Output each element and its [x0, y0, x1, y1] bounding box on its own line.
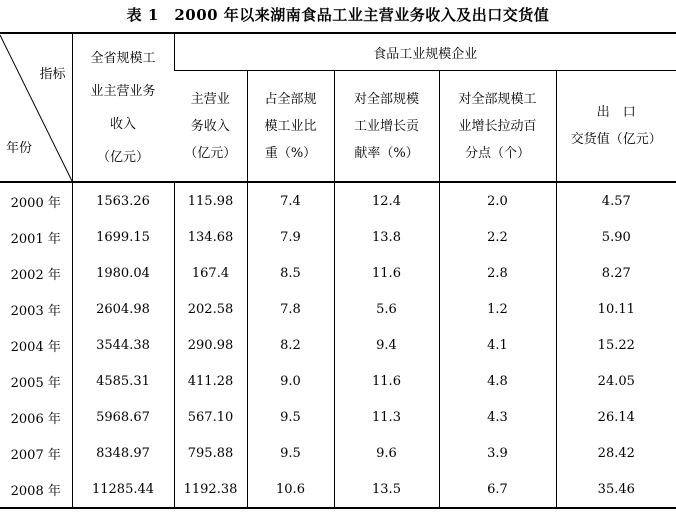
province-revenue-cell: 3544.38 [72, 327, 174, 363]
province-header-line: （亿元） [96, 149, 149, 165]
subheader-line: 对全部规模工 [458, 91, 537, 107]
share-cell: 9.5 [247, 435, 334, 471]
subheader-line: 业增长拉动百 [458, 118, 537, 134]
share-cell: 9.5 [247, 399, 334, 435]
food-revenue-cell: 202.58 [174, 291, 247, 327]
year-cell: 2005 年 [10, 375, 61, 391]
pull-points-cell: 6.7 [439, 471, 556, 508]
pull-points-cell: 2.2 [439, 219, 556, 255]
table-row [0, 327, 676, 363]
province-revenue-cell: 1980.04 [72, 255, 174, 291]
year-cell: 2003 年 [10, 303, 61, 319]
food-revenue-cell: 115.98 [174, 182, 247, 219]
subheader-food-revenue [174, 71, 247, 183]
export-cell: 24.05 [556, 363, 676, 399]
subheader-line: 出 口 [596, 105, 636, 120]
export-cell: 4.57 [556, 182, 676, 219]
province-header-line: 全省规模工 [90, 50, 156, 66]
year-cell: 2007 年 [10, 447, 61, 463]
subheader-line: 献率（%） [354, 145, 419, 161]
table-row [0, 471, 676, 508]
subheader-line: 务收入 [190, 118, 230, 134]
share-cell: 7.4 [247, 182, 334, 219]
export-cell: 5.90 [556, 219, 676, 255]
share-cell: 7.8 [247, 291, 334, 327]
province-revenue-cell: 11285.44 [72, 471, 174, 508]
food-revenue-cell: 567.10 [174, 399, 247, 435]
pull-points-cell: 4.1 [439, 327, 556, 363]
export-cell: 35.46 [556, 471, 676, 508]
table-row [0, 399, 676, 435]
subheader-line: 对全部规模 [353, 91, 419, 107]
subheader-line: 重（%） [264, 145, 317, 161]
province-header-line: 收入 [109, 116, 136, 132]
subheader-line: 占全部规 [264, 91, 317, 107]
table-row [0, 219, 676, 255]
province-revenue-cell: 1563.26 [72, 182, 174, 219]
table-row [0, 182, 676, 219]
share-cell: 9.0 [247, 363, 334, 399]
year-cell: 2001 年 [10, 231, 61, 247]
year-cell: 2006 年 [10, 411, 61, 427]
food-revenue-cell: 795.88 [174, 435, 247, 471]
province-revenue-cell: 2604.98 [72, 291, 174, 327]
corner-label-year: 年份 [6, 140, 33, 156]
share-cell: 8.2 [247, 327, 334, 363]
subheader-export [556, 71, 676, 183]
year-cell: 2000 年 [0, 182, 72, 219]
corner-label-indicator: 指标 [39, 66, 66, 82]
subheader-line: 主营业 [190, 91, 230, 107]
export-cell: 26.14 [556, 399, 676, 435]
contribution-cell: 11.6 [334, 363, 439, 399]
contribution-cell: 13.5 [334, 471, 439, 508]
table-title: 表 1 2000 年以来湖南食品工业主营业务收入及出口交货值 [126, 6, 550, 24]
export-cell: 10.11 [556, 291, 676, 327]
food-revenue-cell: 290.98 [174, 327, 247, 363]
export-cell: 8.27 [556, 255, 676, 291]
share-cell: 8.5 [247, 255, 334, 291]
province-revenue-cell: 8348.97 [72, 435, 174, 471]
share-cell: 7.9 [247, 219, 334, 255]
food-industry-table [0, 32, 676, 509]
table-row [0, 363, 676, 399]
contribution-cell: 12.4 [334, 182, 439, 219]
corner-header-cell [0, 33, 72, 182]
food-revenue-cell: 1192.38 [174, 471, 247, 508]
table-row [0, 255, 676, 291]
food-revenue-cell: 167.4 [174, 255, 247, 291]
contribution-cell: 9.4 [334, 327, 439, 363]
contribution-cell: 9.6 [334, 435, 439, 471]
contribution-cell: 11.3 [334, 399, 439, 435]
year-cell: 2004 年 [10, 339, 61, 355]
contribution-cell: 5.6 [334, 291, 439, 327]
subheader-line: 工业增长贡 [353, 118, 419, 134]
province-revenue-cell: 1699.15 [72, 219, 174, 255]
subheader-contribution [334, 71, 439, 183]
subheader-line: 分点（个） [464, 145, 530, 161]
table-row [0, 291, 676, 327]
food-revenue-cell: 411.28 [174, 363, 247, 399]
subheader-line: 交货值（亿元） [570, 132, 662, 147]
table-row [0, 435, 676, 471]
pull-points-cell: 2.8 [439, 255, 556, 291]
pull-points-cell: 3.9 [439, 435, 556, 471]
year-cell: 2008 年 [10, 483, 61, 499]
subheader-line: 模工业比 [264, 118, 317, 134]
pull-points-cell: 1.2 [439, 291, 556, 327]
year-cell: 2002 年 [10, 267, 61, 283]
pull-points-cell: 2.0 [439, 182, 556, 219]
share-cell: 10.6 [247, 471, 334, 508]
subheader-share [247, 71, 334, 183]
contribution-cell: 11.6 [334, 255, 439, 291]
group-header-food-enterprises: 食品工业规模企业 [174, 33, 676, 71]
food-revenue-cell: 134.68 [174, 219, 247, 255]
province-header-line: 业主营业务 [90, 83, 156, 99]
export-cell: 15.22 [556, 327, 676, 363]
province-revenue-cell: 5968.67 [72, 399, 174, 435]
export-cell: 28.42 [556, 435, 676, 471]
province-revenue-header [72, 33, 174, 182]
contribution-cell: 13.8 [334, 219, 439, 255]
pull-points-cell: 4.3 [439, 399, 556, 435]
province-revenue-cell: 4585.31 [72, 363, 174, 399]
subheader-line: （亿元） [184, 145, 237, 161]
pull-points-cell: 4.8 [439, 363, 556, 399]
subheader-pull-points [439, 71, 556, 183]
diagonal-divider [0, 35, 72, 181]
